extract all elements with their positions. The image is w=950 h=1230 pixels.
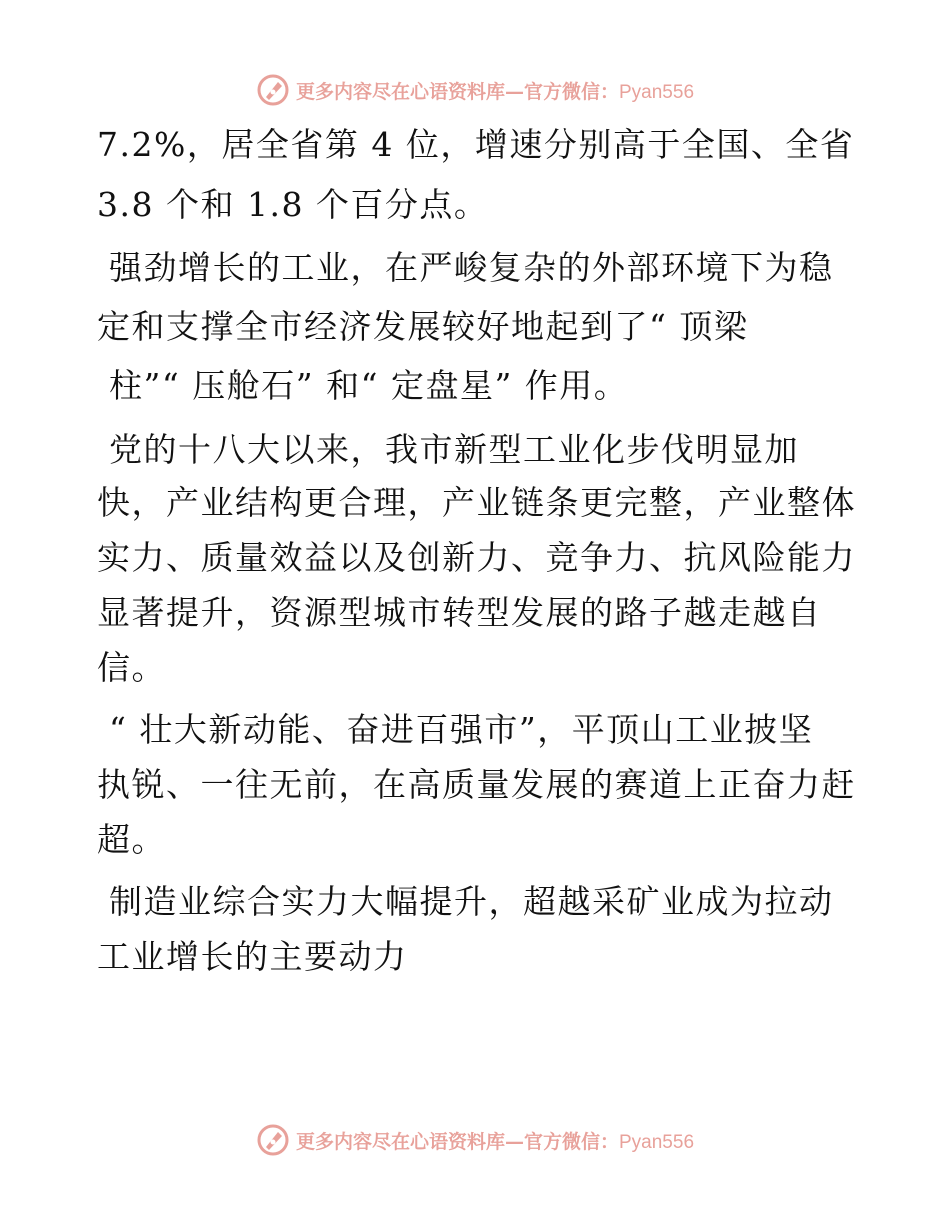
text-line: 快，产业结构更合理，产业链条更完整，产业整体 [97,483,856,522]
text-line: 党的十八大以来，我市新型工业化步伐明显加 [97,430,799,469]
banner-text: 更多内容尽在心语资料库—官方微信：Pyan556 [295,1130,695,1153]
text-line: 柱”“ 压舱石” 和“ 定盘星” 作用。 [97,366,629,405]
paragraph [97,430,857,688]
text-line: “ 壮大新动能、奋进百强市”，平顶山工业披坚 [97,710,814,749]
paragraph [97,882,857,977]
text-line: 制造业综合实力大幅提升，超越采矿业成为拉动 [97,882,834,921]
document-body [97,125,857,977]
wechat-id: Pyan556 [619,1131,695,1153]
text-line: 3.8 个和 1.8 个百分点。 [97,185,489,224]
text-line: 显著提升，资源型城市转型发展的路子越走越自 [97,593,822,632]
banner-text: 更多内容尽在心语资料库—官方微信：Pyan556 [295,80,695,103]
text-line: 实力、质量效益以及创新力、竞争力、抗风险能力 [97,538,856,577]
paragraph [97,710,857,860]
text-line: 定和支撑全市经济发展较好地起到了“ 顶梁 [97,307,749,346]
pen-nib-logo-icon [256,1123,290,1157]
text-line: 7.2%，居全省第 4 位，增速分别高于全国、全省 [97,125,855,164]
paragraph [97,125,857,225]
wechat-id: Pyan556 [619,81,695,103]
header-banner [0,70,950,110]
text-line: 强劲增长的工业，在严峻复杂的外部环境下为稳 [97,248,834,287]
text-line: 工业增长的主要动力 [97,937,408,976]
footer-banner [0,1120,950,1160]
text-line: 超。 [97,820,166,859]
text-line: 执锐、一往无前，在高质量发展的赛道上正奋力赶 [97,765,856,804]
pen-nib-logo-icon [256,73,290,107]
text-line: 信。 [97,648,166,687]
paragraph [97,248,857,406]
